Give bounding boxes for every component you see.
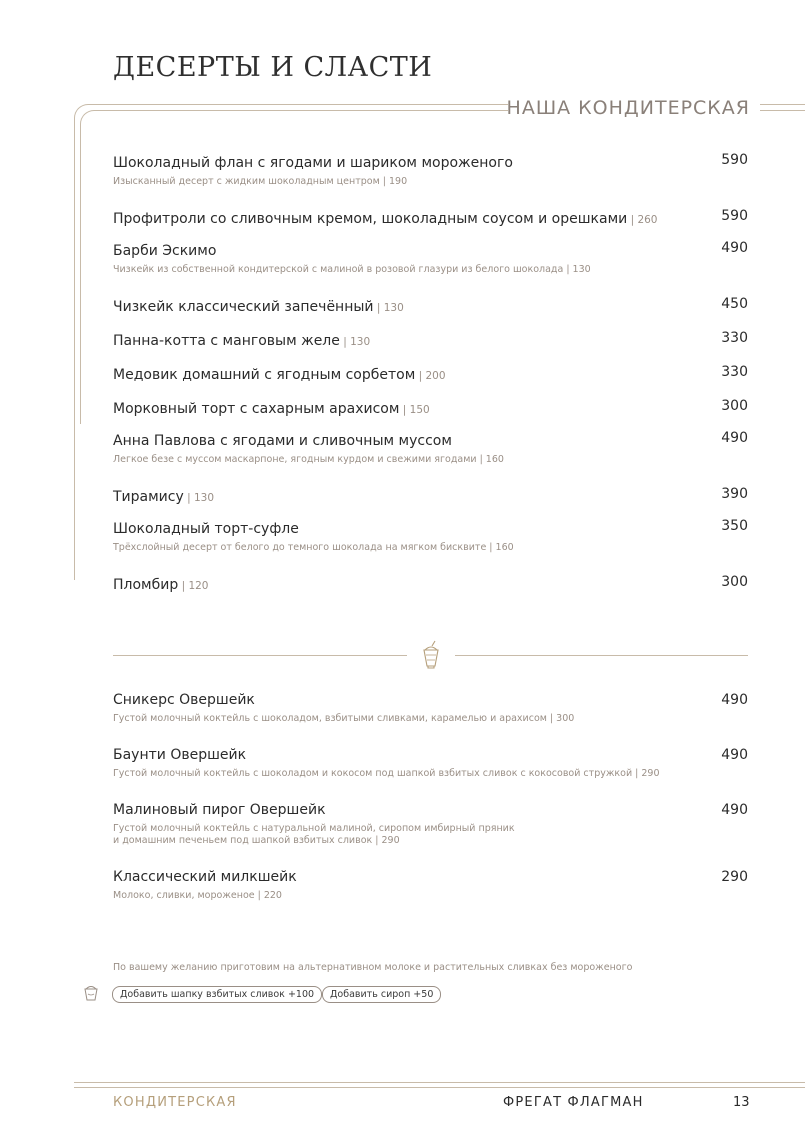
dessert-description: Чизкейк из собственной кондитерской с малиной в розовой глазури из белого шоколада | 130	[113, 264, 591, 275]
dessert-item	[113, 364, 748, 383]
dessert-price: 300	[721, 574, 748, 590]
page-number: 13	[733, 1095, 750, 1110]
dessert-price: 330	[721, 364, 748, 380]
dessert-price: 490	[721, 430, 748, 446]
addon-syrup: Добавить сироп +50	[322, 986, 441, 1003]
dessert-weight: | 150	[399, 404, 430, 416]
shake-description: Молоко, сливки, мороженое | 220	[113, 890, 282, 901]
dessert-price: 590	[721, 152, 748, 168]
dessert-name: Морковный торт с сахарным арахисом	[113, 401, 400, 417]
dessert-weight: | 200	[415, 370, 446, 382]
subtitle-right-line-1	[760, 104, 805, 105]
dessert-weight: | 130	[339, 336, 371, 348]
page-title: ДЕСЕРТЫ И СЛАСТИ	[113, 52, 433, 83]
dessert-item	[113, 208, 748, 227]
dessert-price: 490	[721, 240, 748, 256]
shake-price: 490	[721, 802, 748, 818]
dessert-price: 590	[721, 208, 748, 224]
dessert-item	[113, 430, 748, 466]
dessert-price: 390	[721, 486, 748, 502]
dessert-description: Легкое безе с муссом маскарпоне, ягодным курдом и свежими ягодами | 160	[113, 454, 504, 465]
shake-name: Малиновый пирог Овершейк	[113, 802, 326, 818]
footer-line-1	[74, 1082, 805, 1083]
dessert-weight: | 120	[178, 580, 209, 592]
dessert-price: 300	[721, 398, 748, 414]
dessert-name: Шоколадный флан с ягодами и шариком мороженого	[113, 155, 513, 171]
shake-item	[113, 692, 748, 725]
dessert-name: Профитроли со сливочным кремом, шоколадным соусом и орешками	[113, 211, 628, 227]
shake-price: 490	[721, 747, 748, 763]
shake-price: 290	[721, 869, 748, 885]
frame-left-line-outer	[74, 118, 75, 580]
subtitle-right-line-2	[760, 110, 805, 111]
milkshake-icon	[420, 640, 442, 670]
dessert-name: Пломбир	[113, 577, 179, 593]
shake-name: Сникерс Овершейк	[113, 692, 255, 708]
dessert-item	[113, 296, 748, 315]
dessert-description: Трёхслойный десерт от белого до темного шоколада на мягком бисквите | 160	[113, 542, 514, 553]
addon-whipped-cream: Добавить шапку взбитых сливок +100	[112, 986, 322, 1003]
dessert-name: Медовик домашний с ягодным сорбетом	[113, 367, 416, 383]
dessert-name: Чизкейк классический запечённый	[113, 299, 374, 315]
dessert-weight: | 130	[373, 302, 404, 314]
shake-description: Густой молочный коктейль с натуральной малиной, сиропом имбирный пряник и домашним печеньем под шапкой взбитых сливок | 290	[113, 823, 515, 846]
dessert-item	[113, 574, 748, 593]
dessert-weight: | 130	[183, 492, 215, 504]
dessert-name: Анна Павлова с ягодами и сливочным муссом	[113, 433, 452, 449]
alternative-milk-note: По вашему желанию приготовим на альтернативном молоке и растительных сливках без мороженого	[113, 962, 633, 973]
footer-line-2	[74, 1087, 805, 1088]
dessert-item	[113, 152, 748, 188]
dessert-price: 330	[721, 330, 748, 346]
dessert-name: Шоколадный торт-суфле	[113, 521, 299, 537]
dessert-item	[113, 240, 748, 276]
footer-section-label: КОНДИТЕРСКАЯ	[113, 1095, 237, 1110]
dessert-name: Панна-котта с манговым желе	[113, 333, 340, 349]
footer-brand: ФРЕГАТ ФЛАГМАН	[503, 1095, 644, 1110]
divider-line-left	[113, 655, 407, 656]
shake-description: Густой молочный коктейль с шоколадом и кокосом под шапкой взбитых сливок с кокосовой стружкой | 290	[113, 768, 660, 779]
dessert-weight: | 260	[627, 214, 658, 226]
dessert-item	[113, 398, 748, 417]
dessert-name: Тирамису	[113, 489, 184, 505]
cup-icon	[82, 983, 100, 1003]
dessert-name: Барби Эскимо	[113, 243, 217, 259]
frame-top-line-inner	[96, 110, 508, 111]
shake-price: 490	[721, 692, 748, 708]
section-subtitle: НАША КОНДИТЕРСКАЯ	[506, 97, 750, 119]
shake-item	[113, 747, 748, 780]
dessert-price: 450	[721, 296, 748, 312]
frame-left-line-inner	[80, 124, 81, 424]
divider-line-right	[455, 655, 748, 656]
shake-name: Баунти Овершейк	[113, 747, 247, 763]
dessert-price: 350	[721, 518, 748, 534]
shake-item	[113, 802, 748, 847]
shake-description: Густой молочный коктейль с шоколадом, взбитыми сливками, карамелью и арахисом | 300	[113, 713, 575, 724]
dessert-item	[113, 330, 748, 349]
shake-name: Классический милкшейк	[113, 869, 297, 885]
dessert-description: Изысканный десерт с жидким шоколадным центром | 190	[113, 176, 408, 187]
frame-top-line-outer	[88, 104, 508, 105]
shake-item	[113, 869, 748, 902]
dessert-item	[113, 486, 748, 505]
dessert-item	[113, 518, 748, 554]
